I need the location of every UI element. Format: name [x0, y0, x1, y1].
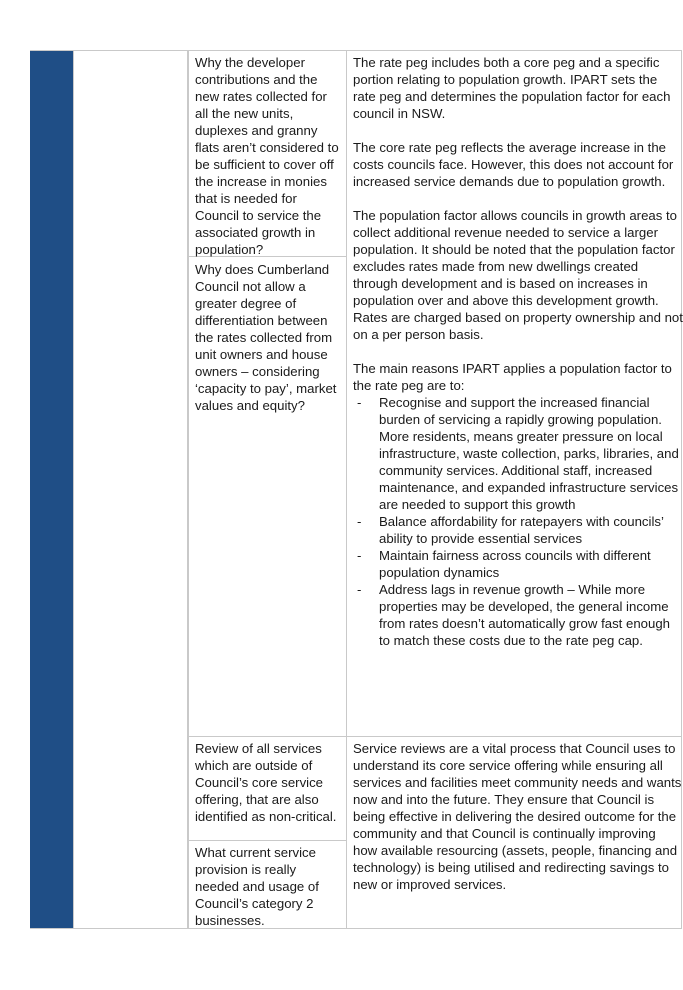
answer-paragraph: The population factor allows councils in growth areas to collect additional revenue needed to service a larger population. It should be noted that the population factor excludes rates made from new dwellings created through development and is based on increases in population over and above this development growth. Rates are charged based on property ownership and not on a per person basis.: [353, 208, 683, 342]
column-divider: [346, 50, 347, 929]
question-cell: Why does Cumberland Council not allow a greater degree of differentiation between the rates collected from unit owners and house owners – considering ‘capacity to pay’, market values and equity?: [195, 262, 337, 413]
answer-paragraph: The rate peg includes both a core peg and a specific portion relating to population growth. IPART sets the rate peg and determines the population factor for each council in NSW.: [353, 55, 671, 121]
reasons-list: [353, 394, 683, 649]
column-divider: [188, 50, 189, 929]
list-item: - Address lags in revenue growth – While more properties may be developed, the general income from rates doesn’t automatically grow fast enough to match these costs due to the rate peg cap.: [357, 582, 671, 648]
list-item: - Maintain fairness across councils with different population dynamics: [357, 548, 651, 580]
answer-cell: [353, 740, 683, 893]
dash-marker: -: [357, 395, 362, 410]
answer-paragraph: The core rate peg reflects the average increase in the costs councils face. However, this does not account for increased service demands due to population growth.: [353, 140, 674, 189]
answer-paragraph: Service reviews are a vital process that Council uses to understand its core service offering while ensuring all services and facilities meet community needs and wants now and into the future. They ensure that Council is being effective in delivering the desired outcome for the community and that Council is continually improving how available resourcing (assets, people, financing and technology) is being utilised and redirecting savings to new or improved services.: [353, 741, 682, 892]
list-item: - Recognise and support the increased financial burden of servicing a rapidly growing population. More residents, means greater pressure on local infrastructure, waste collection, parks, libraries, and community services. Additional staff, increased maintenance, and expanded infrastructure services are needed to support this growth: [357, 395, 679, 512]
answer-paragraph: The main reasons IPART applies a population factor to the rate peg are to:: [353, 361, 672, 393]
list-item: - Balance affordability for ratepayers with councils’ ability to provide essential services: [357, 514, 664, 546]
empty-column: [73, 50, 188, 929]
row-divider: [188, 736, 681, 737]
dash-marker: -: [357, 582, 362, 597]
table-bottom-border: [30, 928, 681, 929]
dash-marker: -: [357, 548, 362, 563]
question-cell: Why the developer contributions and the new rates collected for all the new units, duplexes and granny flats aren’t considered to be sufficient to cover off the increase in monies that is needed for Council to service the associated growth in population?: [195, 55, 339, 257]
question-cell: What current service provision is really needed and usage of Council’s category 2 businesses.: [195, 845, 319, 928]
answer-cell: [353, 54, 683, 649]
table-top-border: [30, 50, 681, 51]
question-divider: [188, 840, 346, 841]
left-color-band: [30, 50, 73, 929]
dash-marker: -: [357, 514, 362, 529]
question-cell: Review of all services which are outside of Council’s core service offering, that are also identified as non-critical.: [195, 741, 337, 824]
